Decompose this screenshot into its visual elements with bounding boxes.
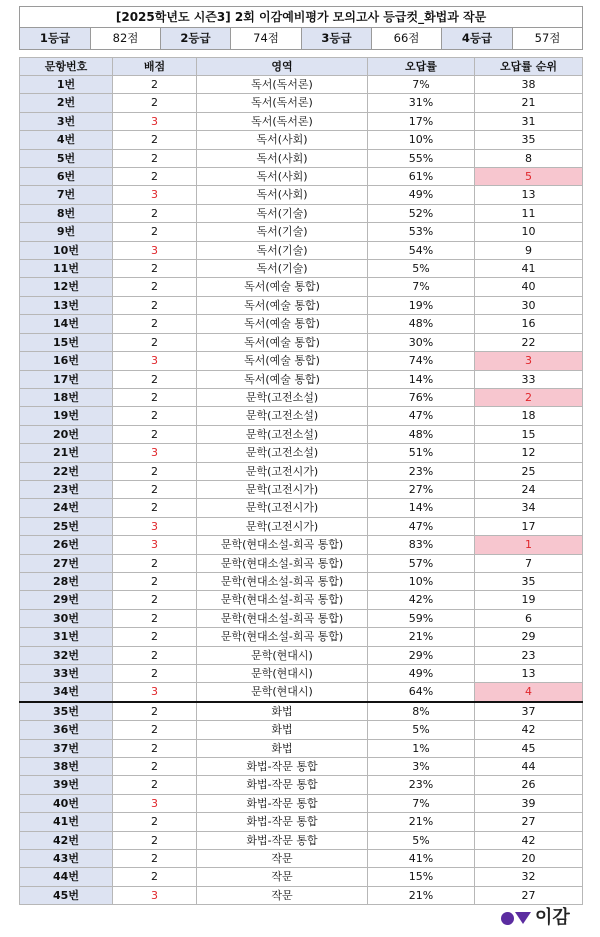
cell-area: 문학(현대소설-희곡 통합): [197, 536, 368, 554]
cell-wrong-rank: 27: [475, 886, 583, 904]
cell-wrong-rank: 15: [475, 425, 583, 443]
cell-wrong-rank: 45: [475, 739, 583, 757]
cell-area: 화법-작문 통합: [197, 831, 368, 849]
table-row: [20, 370, 583, 388]
cell-wrong-rank: 21: [475, 94, 583, 112]
table-row: [20, 131, 583, 149]
question-table: [19, 57, 583, 905]
cell-wrong-rate: 5%: [368, 260, 475, 278]
grade-score: 82점: [91, 28, 161, 50]
cell-wrong-rate: 74%: [368, 352, 475, 370]
cell-area: 독서(기술): [197, 241, 368, 259]
table-row: [20, 241, 583, 259]
brand-logo: [501, 908, 570, 928]
cell-wrong-rate: 41%: [368, 850, 475, 868]
cell-points: 3: [113, 241, 197, 259]
table-row: [20, 444, 583, 462]
cell-wrong-rank: 35: [475, 572, 583, 590]
cell-wrong-rank: 26: [475, 776, 583, 794]
cell-wrong-rate: 5%: [368, 721, 475, 739]
cell-points: 2: [113, 260, 197, 278]
answer-rate-sheet: [19, 6, 582, 905]
cell-area: 문학(현대소설-희곡 통합): [197, 628, 368, 646]
cell-wrong-rate: 21%: [368, 628, 475, 646]
table-row: [20, 794, 583, 812]
igam-logo-triangle-icon: [515, 912, 531, 924]
cell-area: 문학(고전시가): [197, 462, 368, 480]
table-row: [20, 407, 583, 425]
cell-wrong-rank: 40: [475, 278, 583, 296]
cell-wrong-rate: 31%: [368, 94, 475, 112]
cell-question: 2번: [20, 94, 113, 112]
cell-points: 3: [113, 536, 197, 554]
cell-question: 34번: [20, 683, 113, 702]
cell-question: 16번: [20, 352, 113, 370]
grade-score: 74점: [231, 28, 302, 50]
cell-area: 독서(사회): [197, 131, 368, 149]
cell-area: 독서(예술 통합): [197, 370, 368, 388]
table-row: [20, 646, 583, 664]
cell-wrong-rank: 8: [475, 149, 583, 167]
cell-question: 9번: [20, 223, 113, 241]
cell-wrong-rate: 1%: [368, 739, 475, 757]
cell-area: 독서(독서론): [197, 112, 368, 130]
cell-area: 문학(고전시가): [197, 499, 368, 517]
cell-wrong-rank: 42: [475, 721, 583, 739]
grade-label: 4등급: [442, 28, 513, 50]
table-row: [20, 499, 583, 517]
col-header-question: 문항번호: [20, 58, 113, 76]
table-row: [20, 665, 583, 683]
cell-points: 2: [113, 739, 197, 757]
cell-wrong-rate: 55%: [368, 149, 475, 167]
cell-area: 작문: [197, 868, 368, 886]
cell-wrong-rate: 7%: [368, 794, 475, 812]
cell-wrong-rate: 57%: [368, 554, 475, 572]
cell-area: 문학(고전소설): [197, 444, 368, 462]
cell-question: 10번: [20, 241, 113, 259]
cell-area: 독서(기술): [197, 260, 368, 278]
cell-points: 2: [113, 296, 197, 314]
table-row: [20, 149, 583, 167]
cell-wrong-rate: 61%: [368, 168, 475, 186]
cell-wrong-rank: 31: [475, 112, 583, 130]
cell-wrong-rank: 32: [475, 868, 583, 886]
cell-area: 독서(기술): [197, 204, 368, 222]
table-row: [20, 868, 583, 886]
cell-area: 작문: [197, 850, 368, 868]
table-row: [20, 223, 583, 241]
cell-wrong-rank: 3: [475, 352, 583, 370]
cell-points: 2: [113, 168, 197, 186]
cell-wrong-rate: 48%: [368, 315, 475, 333]
col-header-points: 배점: [113, 58, 197, 76]
table-body: [20, 76, 583, 905]
cell-question: 31번: [20, 628, 113, 646]
grade-score: 66점: [372, 28, 442, 50]
grade-cut-table: [19, 6, 583, 57]
cell-question: 21번: [20, 444, 113, 462]
cell-wrong-rate: 42%: [368, 591, 475, 609]
cell-question: 14번: [20, 315, 113, 333]
cell-question: 3번: [20, 112, 113, 130]
cell-wrong-rank: 12: [475, 444, 583, 462]
cell-question: 13번: [20, 296, 113, 314]
cell-points: 2: [113, 407, 197, 425]
cell-question: 18번: [20, 388, 113, 406]
cell-area: 문학(현대소설-희곡 통합): [197, 554, 368, 572]
cell-points: 2: [113, 609, 197, 627]
cell-wrong-rate: 14%: [368, 370, 475, 388]
cell-wrong-rank: 27: [475, 813, 583, 831]
cell-question: 28번: [20, 572, 113, 590]
cell-points: 3: [113, 186, 197, 204]
cell-question: 6번: [20, 168, 113, 186]
table-row: [20, 758, 583, 776]
table-row: [20, 831, 583, 849]
cell-wrong-rate: 51%: [368, 444, 475, 462]
cell-wrong-rank: 20: [475, 850, 583, 868]
cell-wrong-rate: 47%: [368, 407, 475, 425]
cell-points: 3: [113, 444, 197, 462]
cell-points: 2: [113, 646, 197, 664]
cell-area: 화법-작문 통합: [197, 776, 368, 794]
table-row: [20, 388, 583, 406]
cell-wrong-rank: 13: [475, 665, 583, 683]
table-row: [20, 278, 583, 296]
cell-question: 44번: [20, 868, 113, 886]
cell-wrong-rank: 24: [475, 480, 583, 498]
cell-area: 문학(현대소설-희곡 통합): [197, 591, 368, 609]
cell-area: 문학(현대시): [197, 665, 368, 683]
cell-question: 23번: [20, 480, 113, 498]
cell-question: 39번: [20, 776, 113, 794]
cell-wrong-rank: 29: [475, 628, 583, 646]
cell-wrong-rank: 7: [475, 554, 583, 572]
cell-question: 11번: [20, 260, 113, 278]
cell-points: 3: [113, 352, 197, 370]
table-row: [20, 813, 583, 831]
cell-wrong-rate: 19%: [368, 296, 475, 314]
table-row: [20, 168, 583, 186]
cell-points: 2: [113, 131, 197, 149]
cell-area: 화법-작문 통합: [197, 794, 368, 812]
cell-wrong-rate: 47%: [368, 517, 475, 535]
cell-question: 19번: [20, 407, 113, 425]
grade-label: 2등급: [161, 28, 231, 50]
cell-wrong-rank: 37: [475, 702, 583, 721]
table-row: [20, 112, 583, 130]
cell-question: 37번: [20, 739, 113, 757]
cell-points: 2: [113, 204, 197, 222]
cell-area: 독서(예술 통합): [197, 296, 368, 314]
page-title: [2025학년도 시즌3] 2회 이감예비평가 모의고사 등급컷_화법과 작문: [20, 7, 583, 28]
cell-area: 화법-작문 통합: [197, 813, 368, 831]
cell-question: 8번: [20, 204, 113, 222]
cell-area: 문학(현대소설-희곡 통합): [197, 609, 368, 627]
cell-wrong-rate: 54%: [368, 241, 475, 259]
cell-wrong-rank: 25: [475, 462, 583, 480]
cell-area: 독서(사회): [197, 186, 368, 204]
cell-points: 2: [113, 499, 197, 517]
cell-question: 42번: [20, 831, 113, 849]
cell-points: 3: [113, 886, 197, 904]
cell-points: 2: [113, 425, 197, 443]
cell-question: 15번: [20, 333, 113, 351]
cell-wrong-rate: 15%: [368, 868, 475, 886]
cell-wrong-rank: 5: [475, 168, 583, 186]
cell-wrong-rank: 38: [475, 76, 583, 94]
cell-area: 문학(고전소설): [197, 407, 368, 425]
cell-wrong-rank: 18: [475, 407, 583, 425]
table-row: [20, 480, 583, 498]
grade-cut-row: [20, 28, 583, 50]
cell-points: 3: [113, 683, 197, 702]
cell-points: 3: [113, 794, 197, 812]
cell-wrong-rate: 76%: [368, 388, 475, 406]
cell-wrong-rank: 44: [475, 758, 583, 776]
cell-wrong-rate: 10%: [368, 131, 475, 149]
brand-name: 이감: [535, 907, 570, 928]
cell-wrong-rate: 59%: [368, 609, 475, 627]
cell-question: 41번: [20, 813, 113, 831]
cell-wrong-rank: 16: [475, 315, 583, 333]
cell-question: 26번: [20, 536, 113, 554]
table-row: [20, 204, 583, 222]
cell-area: 독서(예술 통합): [197, 333, 368, 351]
cell-question: 4번: [20, 131, 113, 149]
cell-wrong-rate: 8%: [368, 702, 475, 721]
cell-points: 2: [113, 315, 197, 333]
cell-wrong-rank: 1: [475, 536, 583, 554]
cell-area: 독서(독서론): [197, 94, 368, 112]
cell-area: 독서(사회): [197, 168, 368, 186]
cell-points: 2: [113, 868, 197, 886]
table-row: [20, 683, 583, 702]
cell-question: 24번: [20, 499, 113, 517]
cell-question: 33번: [20, 665, 113, 683]
cell-points: 2: [113, 591, 197, 609]
cell-area: 문학(현대시): [197, 646, 368, 664]
cell-points: 2: [113, 94, 197, 112]
cell-wrong-rank: 39: [475, 794, 583, 812]
cell-question: 22번: [20, 462, 113, 480]
table-row: [20, 572, 583, 590]
table-row: [20, 554, 583, 572]
cell-wrong-rate: 83%: [368, 536, 475, 554]
cell-question: 32번: [20, 646, 113, 664]
cell-wrong-rate: 14%: [368, 499, 475, 517]
cell-wrong-rate: 49%: [368, 186, 475, 204]
cell-wrong-rank: 9: [475, 241, 583, 259]
table-row: [20, 591, 583, 609]
cell-question: 27번: [20, 554, 113, 572]
table-row: [20, 333, 583, 351]
cell-question: 40번: [20, 794, 113, 812]
cell-question: 30번: [20, 609, 113, 627]
cell-wrong-rate: 7%: [368, 76, 475, 94]
cell-wrong-rank: 10: [475, 223, 583, 241]
cell-question: 35번: [20, 702, 113, 721]
table-row: [20, 776, 583, 794]
cell-points: 2: [113, 702, 197, 721]
cell-wrong-rate: 23%: [368, 776, 475, 794]
cell-points: 2: [113, 628, 197, 646]
cell-points: 2: [113, 776, 197, 794]
cell-wrong-rate: 27%: [368, 480, 475, 498]
cell-wrong-rate: 10%: [368, 572, 475, 590]
cell-question: 45번: [20, 886, 113, 904]
cell-area: 문학(현대소설-희곡 통합): [197, 572, 368, 590]
cell-wrong-rank: 2: [475, 388, 583, 406]
cell-question: 36번: [20, 721, 113, 739]
cell-wrong-rate: 29%: [368, 646, 475, 664]
cell-question: 17번: [20, 370, 113, 388]
cell-question: 5번: [20, 149, 113, 167]
table-row: [20, 517, 583, 535]
cell-points: 2: [113, 462, 197, 480]
cell-area: 독서(예술 통합): [197, 315, 368, 333]
cell-points: 2: [113, 223, 197, 241]
cell-wrong-rank: 13: [475, 186, 583, 204]
cell-wrong-rank: 11: [475, 204, 583, 222]
table-row: [20, 739, 583, 757]
grade-label: 3등급: [302, 28, 372, 50]
cell-points: 2: [113, 721, 197, 739]
cell-points: 2: [113, 572, 197, 590]
cell-wrong-rate: 21%: [368, 813, 475, 831]
cell-points: 2: [113, 480, 197, 498]
cell-wrong-rank: 30: [475, 296, 583, 314]
col-header-wrong-rate: 오답률: [368, 58, 475, 76]
cell-points: 2: [113, 388, 197, 406]
cell-wrong-rank: 33: [475, 370, 583, 388]
cell-wrong-rank: 19: [475, 591, 583, 609]
cell-area: 화법: [197, 702, 368, 721]
cell-question: 29번: [20, 591, 113, 609]
cell-points: 2: [113, 831, 197, 849]
cell-points: 2: [113, 278, 197, 296]
cell-wrong-rate: 52%: [368, 204, 475, 222]
igam-logo-icon: [501, 912, 514, 925]
cell-question: 43번: [20, 850, 113, 868]
col-header-area: 영역: [197, 58, 368, 76]
table-row: [20, 425, 583, 443]
cell-wrong-rate: 17%: [368, 112, 475, 130]
table-row: [20, 609, 583, 627]
table-row: [20, 94, 583, 112]
table-header-row: [20, 58, 583, 76]
table-row: [20, 315, 583, 333]
cell-area: 화법-작문 통합: [197, 758, 368, 776]
cell-wrong-rate: 49%: [368, 665, 475, 683]
cell-wrong-rank: 23: [475, 646, 583, 664]
cell-wrong-rate: 7%: [368, 278, 475, 296]
cell-question: 25번: [20, 517, 113, 535]
cell-area: 독서(예술 통합): [197, 278, 368, 296]
cell-question: 38번: [20, 758, 113, 776]
cell-wrong-rate: 5%: [368, 831, 475, 849]
cell-area: 화법: [197, 739, 368, 757]
cell-wrong-rate: 30%: [368, 333, 475, 351]
cell-wrong-rank: 34: [475, 499, 583, 517]
cell-points: 2: [113, 665, 197, 683]
cell-area: 문학(고전소설): [197, 425, 368, 443]
cell-question: 12번: [20, 278, 113, 296]
cell-points: 2: [113, 850, 197, 868]
cell-wrong-rank: 41: [475, 260, 583, 278]
cell-wrong-rank: 17: [475, 517, 583, 535]
cell-points: 3: [113, 112, 197, 130]
cell-area: 문학(고전시가): [197, 517, 368, 535]
cell-wrong-rank: 6: [475, 609, 583, 627]
cell-area: 독서(기술): [197, 223, 368, 241]
cell-points: 2: [113, 758, 197, 776]
cell-area: 독서(사회): [197, 149, 368, 167]
cell-area: 화법: [197, 721, 368, 739]
table-row: [20, 536, 583, 554]
cell-area: 문학(고전시가): [197, 480, 368, 498]
col-header-wrong-rank: 오답률 순위: [475, 58, 583, 76]
cell-points: 2: [113, 554, 197, 572]
table-row: [20, 886, 583, 904]
cell-wrong-rate: 21%: [368, 886, 475, 904]
cell-points: 2: [113, 813, 197, 831]
table-row: [20, 721, 583, 739]
cell-wrong-rank: 4: [475, 683, 583, 702]
cell-wrong-rank: 22: [475, 333, 583, 351]
spacer: [20, 50, 583, 58]
cell-points: 2: [113, 370, 197, 388]
grade-label: 1등급: [20, 28, 91, 50]
cell-area: 작문: [197, 886, 368, 904]
table-row: [20, 186, 583, 204]
grade-score: 57점: [513, 28, 583, 50]
cell-wrong-rate: 64%: [368, 683, 475, 702]
table-row: [20, 850, 583, 868]
cell-question: 7번: [20, 186, 113, 204]
cell-area: 독서(예술 통합): [197, 352, 368, 370]
cell-wrong-rank: 42: [475, 831, 583, 849]
table-row: [20, 462, 583, 480]
cell-points: 3: [113, 517, 197, 535]
cell-area: 독서(독서론): [197, 76, 368, 94]
cell-question: 20번: [20, 425, 113, 443]
cell-wrong-rate: 53%: [368, 223, 475, 241]
table-row: [20, 702, 583, 721]
cell-points: 2: [113, 333, 197, 351]
table-row: [20, 628, 583, 646]
cell-wrong-rank: 35: [475, 131, 583, 149]
table-row: [20, 296, 583, 314]
table-row: [20, 76, 583, 94]
cell-area: 문학(현대시): [197, 683, 368, 702]
table-row: [20, 352, 583, 370]
cell-wrong-rate: 48%: [368, 425, 475, 443]
cell-wrong-rate: 23%: [368, 462, 475, 480]
cell-points: 2: [113, 76, 197, 94]
cell-points: 2: [113, 149, 197, 167]
table-row: [20, 260, 583, 278]
cell-question: 1번: [20, 76, 113, 94]
cell-area: 문학(고전소설): [197, 388, 368, 406]
cell-wrong-rate: 3%: [368, 758, 475, 776]
